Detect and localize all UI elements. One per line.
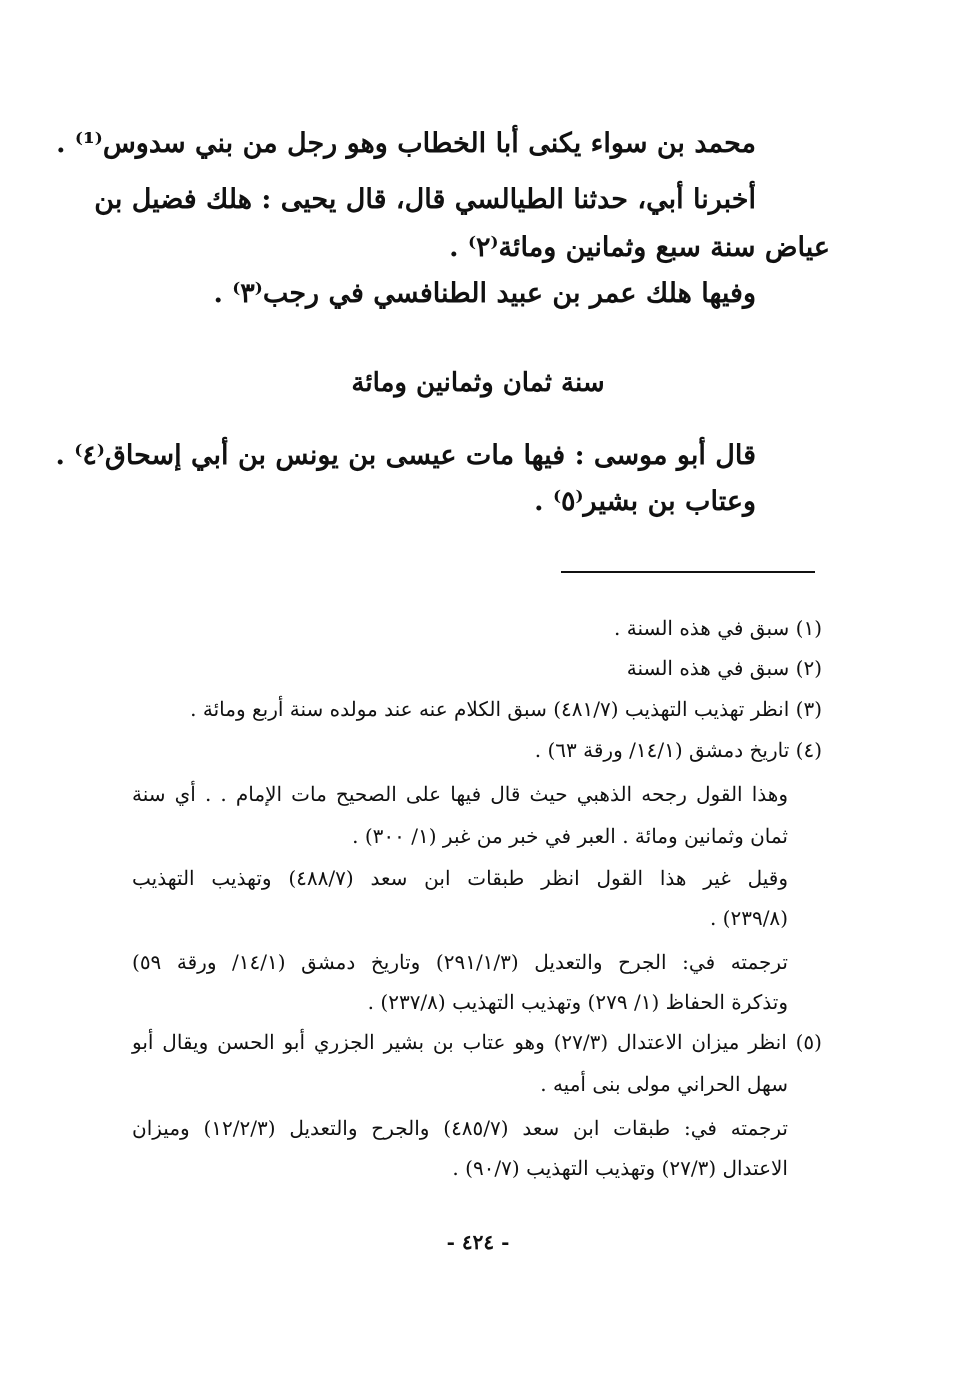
footnote-4-note-c-line-2: وتذكرة الحفاظ (١/ ٢٧٩) وتهذيب التهذيب (٢٣٧/٨) . [367, 990, 788, 1014]
main-text-line-3: عياض سنة سبع وثمانين ومائة⁽٢⁾ . [449, 232, 830, 263]
main-text-line-1: محمد بن سواء يكنى أبا الخطاب وهو رجل من بني سدوس⁽¹⁾ . [56, 128, 756, 159]
section-heading: سنة ثمان وثمانين ومائة [351, 368, 605, 398]
footnote-1: (١) سبق في هذه السنة . [614, 616, 822, 640]
footnote-4-note-c-line-1: ترجمته في: الجرح والتعديل (٢٩١/١/٣) وتاريخ دمشق (١٤/١/ ورقة ٥٩) [132, 950, 788, 974]
footnote-5-line-2: سهل الحراني مولى بنى أميه . [540, 1072, 788, 1096]
footnote-separator [561, 571, 815, 573]
footnote-2: (٢) سبق في هذه السنة [626, 656, 822, 680]
footnote-5-line-4: الاعتدال (٢٧/٣) وتهذيب التهذيب (٩٠/٧) . [452, 1156, 788, 1180]
footnote-4: (٤) تاريخ دمشق (١٤/١/ ورقة ٦٣) . [534, 738, 822, 762]
footnote-5-line-1: (٥) انظر ميزان الاعتدال (٢٧/٣) وهو عتاب بن بشير الجزري أبو الحسن ويقال أبو [132, 1030, 822, 1054]
footnote-5-line-3: ترجمته في: طبقات ابن سعد (٤٨٥/٧) والجرح والتعديل (١٢/٢/٣) وميزان [132, 1116, 788, 1140]
page-number: - ٤٢٤ - [446, 1230, 510, 1254]
footnote-4-note-a-line-1: وهذا القول رجحه الذهبي حيث قال فيها على الصحيح مات الإمام . . أي سنة [132, 782, 788, 806]
section-text-line-1: قال أبو موسى : فيها مات عيسى بن يونس بن أبي إسحاق⁽٤⁾ . [55, 440, 756, 471]
footnote-4-note-a-line-2: ثمان وثمانين ومائة . العبر في خبر من غبر (١/ ٣٠٠) . [352, 824, 788, 848]
footnote-4-note-b-line-1: وقيل غير هذا القول انظر طبقات ابن سعد (٤٨٨/٧) وتهذيب التهذيب [132, 866, 788, 890]
footnote-4-note-b-line-2: (٢٣٩/٨) . [709, 906, 788, 930]
section-text-line-2: وعتاب بن بشير⁽٥⁾ . [534, 486, 756, 517]
main-text-line-2: أخبرنا أبي، حدثنا الطيالسي قال، قال يحيى : هلك فضيل بن [94, 184, 756, 215]
footnote-3: (٣) انظر تهذيب التهذيب (٤٨١/٧) سبق الكلام عنه عند مولده سنة أربع ومائة . [190, 697, 822, 721]
main-text-line-4: وفيها هلك عمر بن عبيد الطنافسي في رجب⁽٣⁾ . [213, 278, 756, 309]
